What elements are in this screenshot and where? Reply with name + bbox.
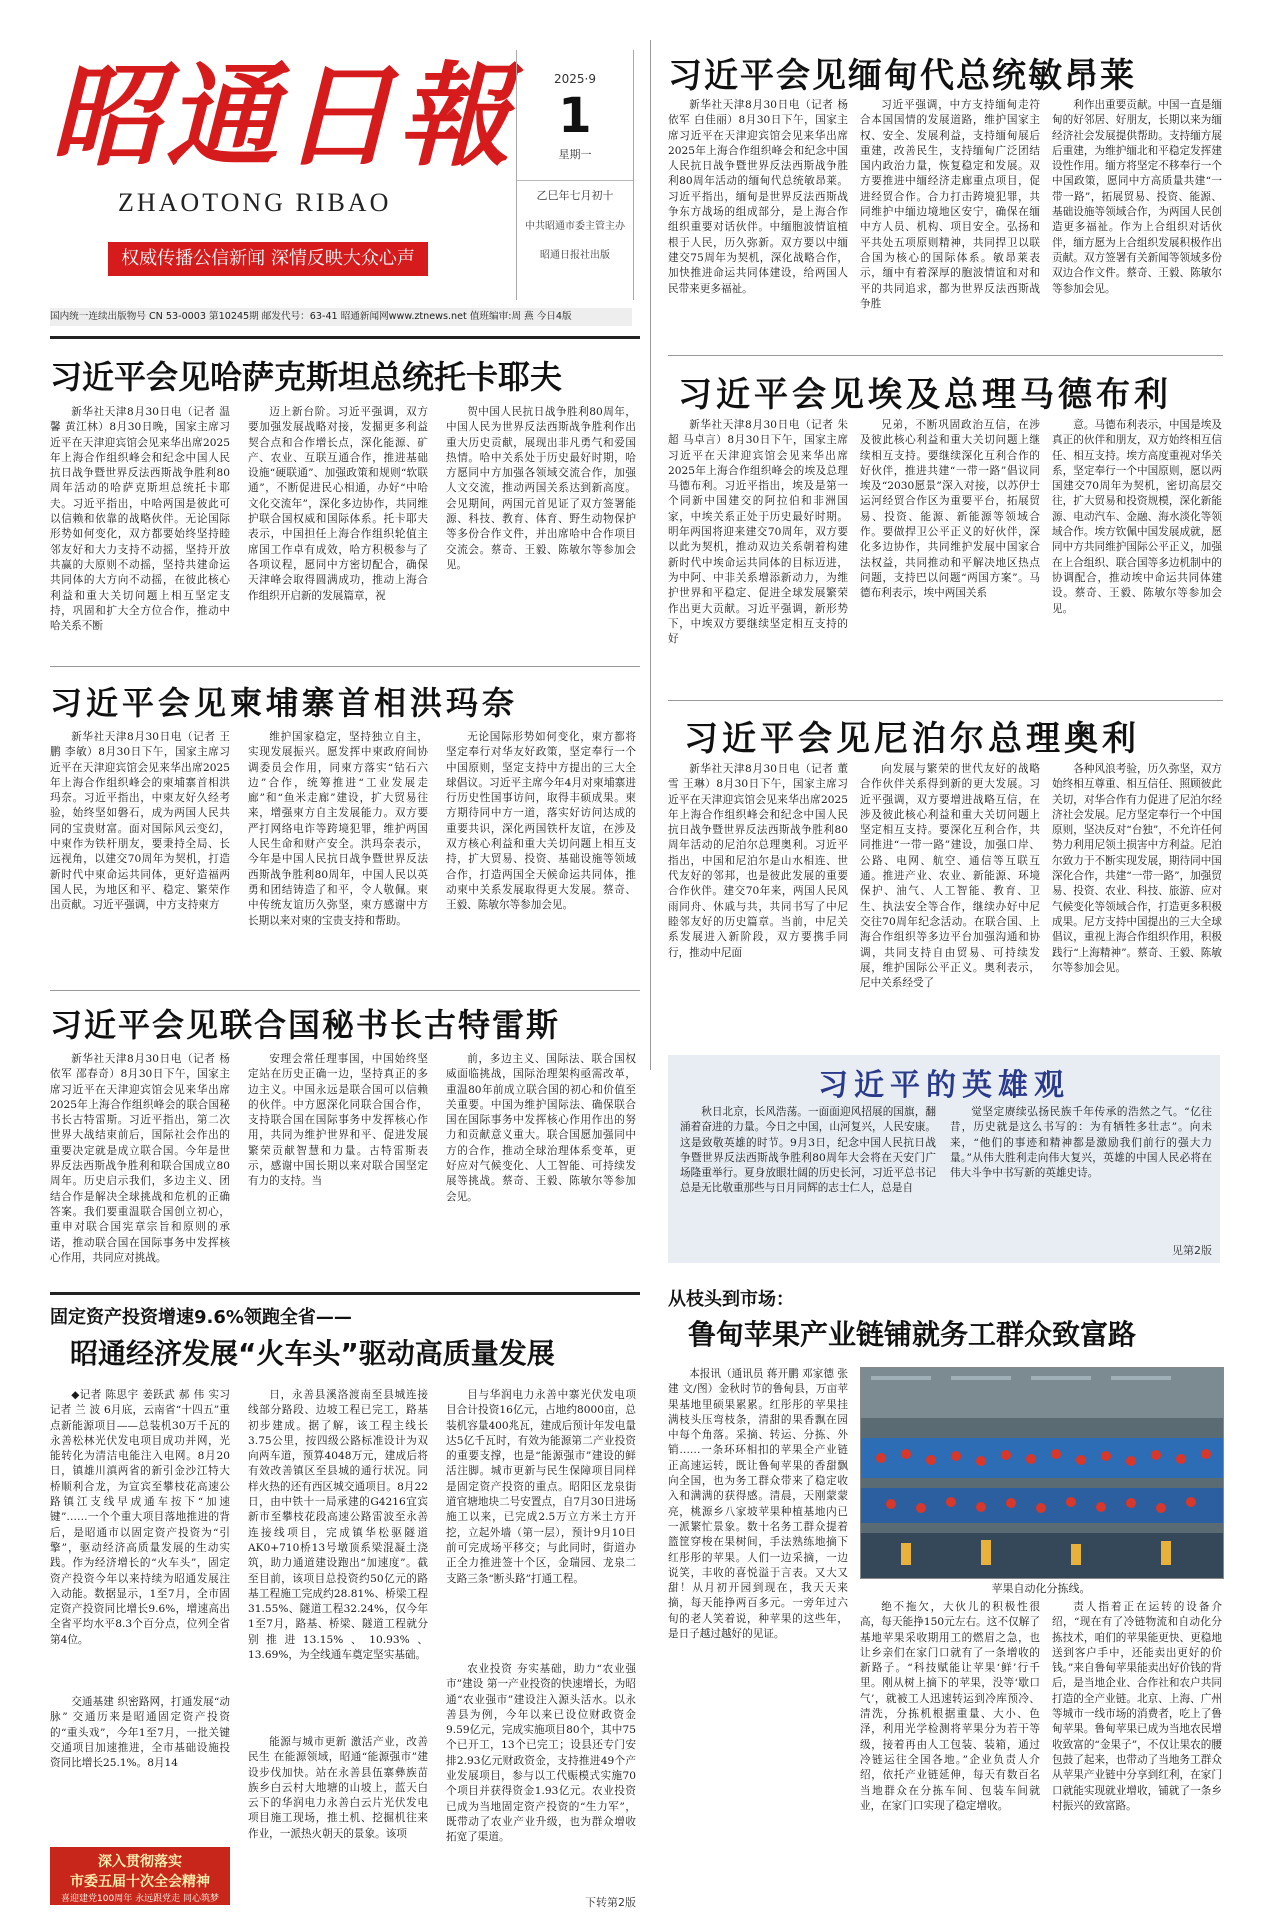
apple-kicker: 从枝头到市场： <box>668 1289 794 1310</box>
cambodia-headline: 习近平会见柬埔寨首相洪玛奈 <box>50 684 519 722</box>
divider <box>50 336 640 339</box>
issue-lunar-date: 乙巳年七月初十 <box>517 180 633 203</box>
divider <box>50 990 640 991</box>
apple-photo-caption: 苹果自动化分拣线。 <box>991 1582 1091 1595</box>
cambodia-col-1: 新华社天津8月30日电（记者 王鹏 李敏）8月30日下午，国家主席习近平在天津迎宾馆会见来华出席2025年上海合作组织峰会的柬埔寨首相洪玛奈。习近平指出，中柬友好久经考验，始终坚如磐石，成为两国人民共同的宝贵财富。面对国际风云变幻，中柬作为铁杆朋友，要秉持全局、长远视角，以建交70周年为契机，打造新时代中柬命运共同体，更好造福两国人民，为地区和平、稳定、繁荣作出贡献。习近平强调，中方支持柬方 <box>50 731 230 912</box>
date-box <box>516 50 634 300</box>
kazakhstan-col-3: 贺中国人民抗日战争胜利80周年，中国人民为世界反法西斯战争胜利作出重大历史贡献，展现出非凡勇气和爱国热情。哈中关系处于历史最好时期，哈方愿同中方加强各领域交流合作，加强人文交流，推动两国关系达到新高度。会见期间，两国元首见证了双方签署能源、科技、教育、体育、野生动物保护等多份合作文件，并出席哈中合作项目交流会。蔡奇、王毅、陈敏尔等参加会见。 <box>446 406 636 571</box>
egypt-col-1: 新华社天津8月30日电（记者 朱超 马卓言）8月30日下午，国家主席习近平在天津迎宾馆会见来华出席2025年上海合作组织峰会的埃及总理马德布利。习近平指出，埃及是第一个同新中国建交的阿拉伯和非洲国家，中埃关系正处于历史最好时期。明年两国将迎来建交70周年，双方要以此为契机，推动双边关系朝着构建新时代中埃命运共同体的目标迈进，为中阿、中非关系增添新动力，为维护世界和平稳定、促进全球发展繁荣作出更大贡献。习近平强调，新形势下，中埃双方要继续坚定相互支持的好 <box>668 419 848 646</box>
kazakhstan-col-1: 新华社天津8月30日电（记者 温馨 黄江林）8月30日晚，国家主席习近平在天津迎宾馆会见来华出席2025年上海合作组织峰会和纪念中国人民抗日战争暨世界反法西斯战争胜利80周年活动的哈萨克斯坦总统托卡耶夫。习近平指出，中哈两国是彼此可以信赖和依靠的战略伙伴。无论国际形势如何变化，双方都要始终坚持睦邻友好和大力支持不动摇，坚持开放共赢的大原则不动摇，坚持共建命运共同体的大方向不动摇，在彼此核心利益和重大关切问题上相互坚定支持，巩固和扩大全方位合作，推动中哈关系不断 <box>50 406 230 633</box>
economy-col-3: 目与华润电力永善中寨光伏发电项目合计投资16亿元，占地约8000亩，总装机容量400兆瓦，建成后预计年发电量达5亿千瓦时，有效为能源第二产业投资的重要支撑，也是“能源强市”建设的鲜活注脚。城市更新与民生保障项目同样是固定资产投资的重点。昭阳区龙泉街道官塘地块二号安置点，自7月30日进场施工以来，已完成2.5万立方米土方开挖，立起外墙（第一层），预计9月10日前可完成场平移交；与此同时，街道办正全力推进签十个区，金瑞园、龙泉二支路三条“断头路”打通工程。 <box>446 1389 636 1585</box>
issue-weekday: 星期一 <box>558 148 592 161</box>
divider <box>668 700 1223 701</box>
divider <box>50 1292 640 1295</box>
banner-line-2: 市委五届十次全会精神 <box>70 1874 210 1890</box>
nepal-headline: 习近平会见尼泊尔总理奥利 <box>684 719 1140 759</box>
egypt-col-3: 意。马德布利表示，中国是埃及真正的伙伴和朋友，双方始终相互信任、相互支持。埃方高度重视对华关系，坚定奉行一个中国原则，愿以两国建交70周年为契机，密切高层交往，扩大贸易和投资规模，深化新能源、电动汽车、金融、海水淡化等领域合作。埃方钦佩中国发展成就，愿同中方共同维护国际公平正义，加强在上合组织、联合国等多边机制中的协调配合，推动埃中命运共同体建设。蔡奇、王毅、陈敏尔等参加会见。 <box>1052 419 1222 615</box>
masthead-slogan: 权威传播公信新闻 深情反映大众心声 <box>108 242 428 276</box>
myanmar-col-3: 利作出重要贡献。中国一直是缅甸的好邻居、好朋友，长期以来为缅经济社会发展提供帮助。支持缅方展后重建，为维护缅北和平稳定发挥建设性作用。缅方将坚定不移奉行一个中国政策，愿同中方高质量共建“一带一路”，拓展贸易、投资、能源、基础设施等领域合作，为两国人民创造更多福祉。作为上合组织对话伙伴，缅方愿为上合组织发展积极作出贡献。双方签署有关新闻等领域多份双边合作文件。蔡奇、王毅、陈敏尔等参加会见。 <box>1052 99 1222 295</box>
un-headline: 习近平会见联合国秘书长古特雷斯 <box>50 1006 561 1044</box>
issue-organizer: 中共昭通市委主管主办 <box>525 221 625 232</box>
economy-col-2b: 能源与城市更新 激活产业，改善民生 在能源领域，昭通“能源强市”建设步伐加快。站在永善县伍寨彝族苗族乡白云村大地塘的山坡上，蓝天白云下的华润电力永善白云片光伏发电项目施工现场，推土机、挖掘机往来作业，一派热火朝天的景象。该项 <box>248 1736 428 1840</box>
nepal-col-1: 新华社天津8月30日电（记者 董雪 王琳）8月30日下午，国家主席习近平在天津迎宾馆会见来华出席2025年上海合作组织峰会和纪念中国人民抗日战争暨世界反法西斯战争胜利80周年活动的尼泊尔总理奥利。习近平指出，中国和尼泊尔是山水相连、世代友好的邻邦，也是彼此发展的重要合作伙伴。建交70年来，两国人民风雨同舟、休戚与共，共同书写了中尼睦邻友好的历史篇章。当前，中尼关系发展进入新阶段，双方要携手同行，推动中尼面 <box>668 763 848 959</box>
masthead-pinyin: ZHAOTONG RIBAO <box>118 188 392 217</box>
un-col-1: 新华社天津8月30日电（记者 杨依军 邵春奇）8月30日下午，国家主席习近平在天津迎宾馆会见来华出席2025年上海合作组织峰会的联合国秘书长古特雷斯。习近平指出，第二次世界大战结束前后，国际社会作出的重要决定就是成立联合国。今年是世界反法西斯战争胜利和联合国成立80周年。历史启示我们，多边主义、团结合作是解决全球挑战和危机的正确答案。我们要重温联合国创立初心，重申对联合国宪章宗旨和原则的承诺，推动联合国在国际事务中发挥核心作用，共同应对挑战。 <box>50 1053 230 1264</box>
economy-col-2: 日，永善县溪洛渡南至县城连接线部分路段、边坡工程已完工，路基初步建成。据了解，该工程主线长3.75公里，按四级公路标准设计为双向两车道，预算4048万元，建成后将有效改善镇区至县城的通行状况。同样火热的还有西区城交通项目。8月22日，由中铁十一局承建的G4216宜宾新市至攀枝花段高速公路雷波至永善连接线项目，完成镇华松驱隧道AK0+710桥13号墩顶系梁混凝土浇筑，助力通道建设跑出“加速度”。截至目前，该项目总投资约50亿元的路基工程施工完成约28.81%、桥梁工程31.55%、隧道工程32.24%，仅今年1至7月，路基、桥梁、隧道工程就分别推进13.15%、10.93%、13.69%，为全线通车奠定坚实基础。 <box>248 1389 428 1662</box>
kazakhstan-headline: 习近平会见哈萨克斯坦总统托卡耶夫 <box>50 358 563 396</box>
publication-info-bar: 国内统一连续出版物号 CN 53-0003 第10245期 邮发代号：63-41 昭通新闻网www.ztnews.net 值班编审:周 燕 今日4版 <box>50 308 632 326</box>
cambodia-col-2: 维护国家稳定，坚持独立自主，实现发展振兴。愿发挥中柬政府间协调委员会作用，同柬方落实“钻石六边”合作，统筹推进“工业发展走廊”和“鱼米走廊”建设，扩大贸易往来，增强柬方自主发展能力。双方要严打网络电诈等跨境犯罪，维护两国人民生命和财产安全。洪玛奈表示，今年是中国人民抗日战争暨世界反法西斯战争胜利80周年，中国人民以英勇和团结铸造了和平，令人敬佩。柬中传统友谊历久弥坚，柬方感谢中方长期以来对柬的宝贵支持和帮助。 <box>248 731 428 927</box>
nepal-col-3: 各种风浪考验，历久弥坚，双方始终相互尊重、相互信任、照顾彼此关切，对华合作有力促进了尼泊尔经济社会发展。尼方坚定奉行一个中国原则，坚决反对“台独”，不允许任何势力利用尼领土损害中方利益。尼泊尔致力于不断实现发展，期待同中国深化合作，共建“一带一路”，加强贸易、投资、农业、科技、旅游、应对气候变化等领域合作，打造更多积极成果。尼方支持中国提出的三大全球倡议，重视上海合作组织作用，积极践行“上海精神”。蔡奇、王毅、陈敏尔等参加会见。 <box>1052 763 1222 974</box>
hero-col-1: 秋日北京，长风浩荡。一面面迎风招展的国旗，翻涌着奋进的力量。今日之中国，山河复兴，人民安康。这是致敬英雄的时节。9月3日，纪念中国人民抗日战争暨世界反法西斯战争胜利80周年大会将在天安门广场隆重举行。夏身放眼壮阔的历史长河，习近平总书记总是无比敬重那些与日月同辉的志士仁人，总是自 <box>680 1106 936 1195</box>
hero-feature-title: 习近平的英雄观 <box>818 1068 1070 1103</box>
apple-sorting-line-illustration <box>861 1368 1223 1578</box>
un-col-2: 安理会常任理事国，中国始终坚定站在历史正确一边，坚持真正的多边主义。中国永远是联合国可以信赖的伙伴。中方愿深化同联合国合作，支持联合国在国际事务中发挥核心作用，共同为维护世界和平、促进发展繁荣贡献智慧和力量。古特雷斯表示，感谢中国长期以来对联合国坚定有力的支持。当 <box>248 1053 428 1188</box>
apple-col-3: 责人指着正在运转的设备介绍，“现在有了冷链物流和自动化分拣技术，咱们的苹果能更快、更稳地送到客户手中，还能卖出更好的价钱。”来自鲁甸苹果能卖出好价钱的背后，是当地企业、合作社和农户共同打造的全产业链。北京、上海、广州等城市一线市场的消费者，吃上了鲁甸苹果。鲁甸苹果已成为当地农民增收致富的“金果子”，不仅让果农的腰包鼓了起来，也带动了当地务工群众从苹果产业链中分享到红利，在家门口就能实现就业增收，铺就了一条乡村振兴的致富路。 <box>1052 1601 1222 1812</box>
issue-day: 1 <box>558 88 592 144</box>
apple-col-1: 本报讯（通讯员 蒋开鹏 邓家德 张 建 文/图）金秋时节的鲁甸县，万亩苹果基地里硕果累累。红彤彤的苹果挂满枝头压弯枝条，清甜的果香飘在园中每个角落。采摘、转运、分拣、外销……一条环环相扣的苹果全产业链正高速运转，既让鲁甸苹果的香甜飘向全国，也为务工群众带来了稳定收入和满满的获得感。清晨，天刚蒙蒙亮，桃源乡八家坡苹果种植基地内已一派繁忙景象。数十名务工群众提着篮筐穿梭在果树间，手法熟练地摘下红彤彤的苹果。人们一边采摘，一边说笑，丰收的喜悦溢于言表。又大又甜！从月初开园到现在，我天天来摘，每天能挣两百多元。一旁年过六旬的老人笑着说，种苹果的这些年，是日子越过越好的见证。 <box>668 1368 848 1641</box>
apple-col-2: 绝不拖欠，大伙儿的积极性很高，每天能挣150元左右。这不仅解了基地苹果采收期用工的燃眉之急，也让乡亲们在家门口就有了一条增收的新路子。“科技赋能让苹果‘鲜’行千里。刚从树上摘下的苹果，没等‘歇口气’，就被工人迅速转运到冷库预冷、清洗，分拣机根据重量、大小、色泽，利用光学检测将苹果分为若干等级，接着再由人工包装、装箱，通过冷链运往全国各地。”企业负责人介绍，依托产业链延伸，每天有数百名当地群众在分拣车间、包装车间就业，在家门口实现了稳定增收。 <box>860 1601 1040 1812</box>
column-divider <box>650 40 651 1070</box>
banner-line-3: 喜迎建党100周年 永远跟党走 同心筑梦 <box>61 1894 219 1904</box>
apple-headline: 鲁甸苹果产业链铺就务工群众致富路 <box>688 1318 1137 1351</box>
myanmar-col-2: 习近平强调，中方支持缅甸走符合本国国情的发展道路，维护国家主权、安全、发展利益，支持缅甸展后重建，改善民生，支持缅甸广泛团结国内政治力量，恢复稳定和发展。双方要推进中缅经济走廊重点项目，促进经贸合作。合力打击跨境犯罪，共同维护中缅边境地区安宁，确保在缅中方人员、机构、项目安全。弘扬和平共处五项原则精神，共同捍卫以联合国为核心的国际体系。敏昂莱表示，缅中有着深厚的胞波情谊和对和平的共同追求，都为世界反法西斯战争胜 <box>860 99 1040 310</box>
divider <box>668 355 1223 356</box>
economy-col-1b: 交通基建 织密路网，打通发展“动脉” 交通历来是昭通固定资产投资的“重头戏”，今年1至7月，一批关键交通项目加速推进，全市基础设施投资同比增长25.1%。8月14 <box>50 1696 230 1770</box>
campaign-banner <box>50 1847 230 1905</box>
egypt-col-2: 兄弟，不断巩固政治互信，在涉及彼此核心利益和重大关切问题上继续相互支持。要继续深化互利合作的好伙伴，推进共建“一带一路”倡议同埃及“2030愿景”深入对接，以苏伊士运河经贸合作区为重要平台，拓展贸易、投资、能源、新能源等领域合作。要做捍卫公平正义的好伙伴，深化多边协作，共同维护发展中国家合法权益，共同推动和平解决地区热点问题，支持巴以问题“两国方案”。马德布利表示，埃中两国关系 <box>860 419 1040 600</box>
un-col-3: 前，多边主义、国际法、联合国权威面临挑战，国际治理架构亟需改革，重温80年前成立联合国的初心和价值至关重要。中国为维护国际法、确保联合国在国际事务中发挥核心作用作出的努力和贡献意义重大。联合国愿加强同中方的合作，推动全球治理体系变革，更好应对气候变化、人工智能、可持续发展等挑战。蔡奇、王毅、陈敏尔等参加会见。 <box>446 1053 636 1203</box>
economy-col-3b: 农业投资 夯实基础，助力“农业强市”建设 第一产业投资的快速增长，为昭通“农业强市”建设注入源头活水。以永善县为例，今年以来已设位财政资金9.59亿元，完成实施项目80个，其中75个已开工，13个已完工；设县还专门安排2.93亿元财政资金，支持推进49个产业发展项目，参与以工代赈模式实施70个项目并获得资金1.93亿元。农业投资已成为当地固定资产投资的“生力军”，既带动了农业产业升级，也为群众增收拓宽了渠道。 <box>446 1663 636 1844</box>
egypt-headline: 习近平会见埃及总理马德布利 <box>678 375 1172 415</box>
myanmar-headline: 习近平会见缅甸代总统敏昂莱 <box>668 56 1136 96</box>
apple-sorting-photo <box>860 1367 1224 1579</box>
economy-continued-label: 下转第2版 <box>585 1896 636 1909</box>
economy-col-1: ◆记者 陈思宇 姜跃武 郝 伟 实习记者 兰 波 6月底，云南省“十四五”重点新能源项目——总装机30万千瓦的永善松林光伏发电项目成功并网，光能转化为清洁电能注入电网。8月20日，镇雄川滇两省的新引金沙江特大桥顺利合龙，为宣宾至攀枝花高速公路镇江支线早成通车按下“加速键”……一个个重大项目落地推进的背后，是昭通市以固定资产投资为“引擎”，驱动经济高质量发展的生动实践。作为经济增长的“火车头”，固定资产投资今年以来持续为昭通发展注入动能。数据显示，1至7月，全市固定资产投资同比增长9.6%，增速高出全省平均水平8.3个百分点，位列全省第4位。 <box>50 1389 230 1646</box>
divider <box>50 666 640 667</box>
issue-year-month: 2025·9 <box>554 72 596 86</box>
economy-kicker: 固定资产投资增速9.6%领跑全省—— <box>50 1307 352 1328</box>
issue-publisher: 昭通日报社出版 <box>540 250 610 261</box>
hero-col-2: 觉坚定赓续弘扬民族千年传承的浩然之气。“亿往昔，历史就是这么书写的：为有牺牲多壮志”。向未来，“他们的事迹和精神都是激励我们前行的强大力量。”从伟大胜利走向伟大复兴，英雄的中国人民必将在伟大斗争中书写新的英雄史诗。 <box>950 1106 1212 1180</box>
masthead-title: 昭通日報 <box>50 51 514 182</box>
cambodia-col-3: 无论国际形势如何变化，柬方都将坚定奉行对华友好政策，坚定奉行一个中国原则，坚定支持中方提出的三大全球倡议。习近平主席今年4月对柬埔寨进行历史性国事访问，取得丰硕成果。柬方期待同中方一道，落实好访问达成的重要共识，深化两国铁杆友谊，在涉及双方核心利益和重大关切问题上相互支持，扩大贸易、投资、基础设施等领域合作，打造两国全天候命运共同体，推动柬中关系发展取得更大发展。蔡奇、王毅、陈敏尔等参加会见。 <box>446 731 636 912</box>
myanmar-col-1: 新华社天津8月30日电（记者 杨依军 白佳丽）8月30日下午，国家主席习近平在天津迎宾馆会见来华出席2025年上海合作组织峰会和纪念中国人民抗日战争暨世界反法西斯战争胜利80周年活动的缅甸代总统敏昂莱。习近平指出，缅甸是世界反法西斯战争东方战场的组成部分，是上海合作组织重要对话伙伴。中缅胞波情谊植根于人民，历久弥新。双方要以中缅建交75周年为契机，深化战略合作，加快推进命运共同体建设，给两国人民带来更多福祉。 <box>668 99 848 295</box>
banner-line-1: 深入贯彻落实 <box>98 1854 182 1870</box>
nepal-col-2: 向发展与繁荣的世代友好的战略合作伙伴关系得到新的更大发展。习近平强调，双方要增进战略互信，在涉及彼此核心利益和重大关切问题上坚定相互支持。要深化互利合作，共同推进“一带一路”建设，加强口岸、公路、电网、航空、通信等互联互通。推进产业、农业、新能源、环境保护、油气、人工智能、教育、卫生、执法安全等合作，继续办好中尼交往70周年纪念活动。在联合国、上海合作组织等多边平台加强沟通和协调，共同支持自由贸易、可持续发展，维护国际公平正义。奥利表示，尼中关系经受了 <box>860 763 1040 990</box>
kazakhstan-col-2: 迈上新台阶。习近平强调，双方要加强发展战略对接，发掘更多利益契合点和合作增长点，深化能源、矿产、农业、互联互通合作，推进基础设施“硬联通”、加强政策和规则“软联通”，不断促进民心相通，办好“中哈文化交流年”，深化多边协作，共同维护联合国权威和国际体系。托卡耶夫表示，中国担任上海合作组织轮值主席国工作卓有成效，哈方积极参与了各项议程，愿同中方密切配合，确保天津峰会取得圆满成功，推动上海合作组织开启新的发展篇章，祝 <box>248 406 428 602</box>
economy-headline: 昭通经济发展“火车头”驱动高质量发展 <box>70 1337 555 1370</box>
hero-continued-label: 见第2版 <box>1172 1244 1212 1257</box>
